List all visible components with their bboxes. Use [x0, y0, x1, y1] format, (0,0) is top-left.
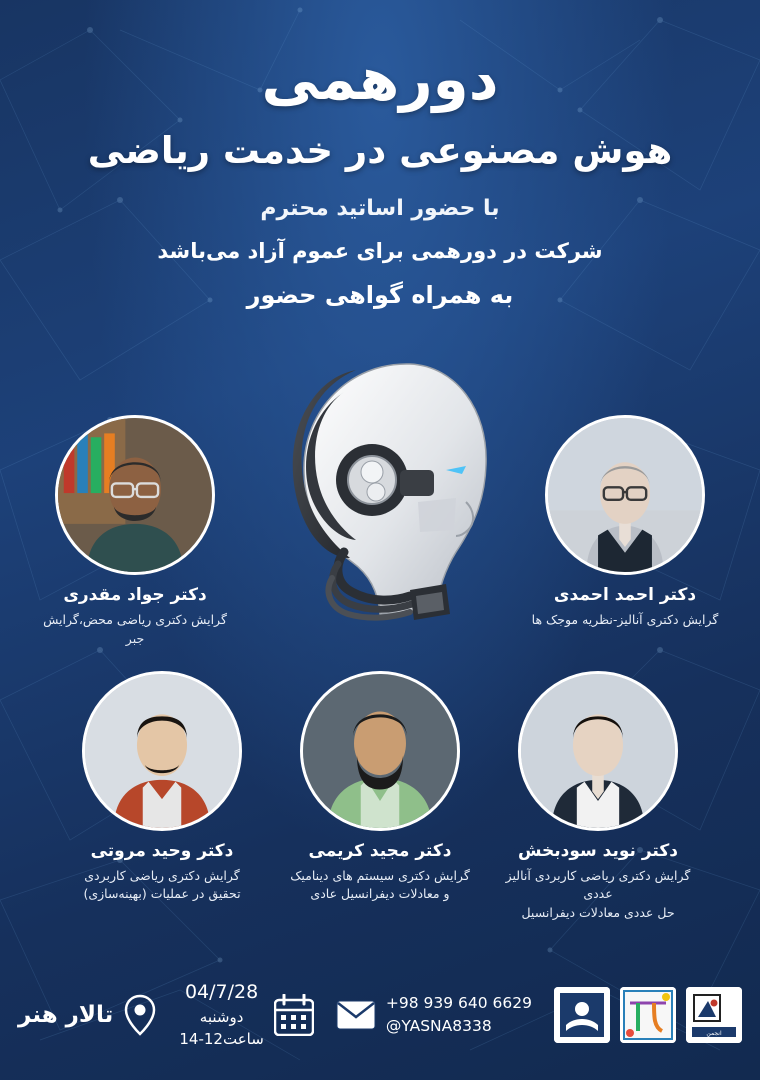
contact-block[interactable]	[336, 992, 532, 1039]
speaker-name: دکتر مجید کریمی	[308, 840, 452, 861]
contact-handle: @YASNA8338	[385, 1017, 492, 1035]
place-block	[18, 994, 157, 1036]
public-access-note: شرکت در دورهمی برای عموم آزاد می‌باشد	[157, 239, 603, 264]
event-time: ساعت12-14	[179, 1029, 264, 1048]
speakers-row-bottom	[0, 671, 760, 923]
venue-label: تالار هنر	[18, 1002, 114, 1028]
speaker-field: گرایش دکتری ریاضی محض،گرایش جبر	[43, 612, 227, 646]
date-block	[179, 979, 313, 1050]
event-weekday: دوشنبه	[199, 1008, 244, 1027]
logo-book-icon	[554, 987, 610, 1043]
speaker-card	[40, 415, 230, 649]
poster-footer	[0, 950, 760, 1080]
page-title: دورهمی	[261, 45, 499, 113]
envelope-icon	[336, 1000, 376, 1030]
logo-group	[554, 987, 742, 1043]
contact-phone: +98 939 640 6629	[385, 993, 532, 1012]
poster-header	[0, 0, 760, 309]
speaker-card	[530, 415, 720, 649]
speaker-name: دکتر وحید مروتی	[90, 840, 234, 861]
speaker-card	[285, 671, 475, 923]
speaker-field: گرایش دکتری سیستم های دینامیک و معادلات دیفرانسیل عادی	[290, 867, 470, 902]
speaker-field: گرایش دکتری آنالیز-نظریه موجک ها	[531, 612, 719, 627]
speaker-name: دکتر جواد مقدری	[63, 585, 207, 605]
calendar-icon	[274, 994, 314, 1036]
speaker-field: گرایش دکتری ریاضی کاربردی تحقیق در عملیات (بهینه‌سازی)	[83, 867, 241, 902]
certificate-note: به همراه گواهی حضور	[246, 281, 514, 310]
avatar	[545, 415, 705, 575]
svg-text:انجمن: انجمن	[706, 1030, 722, 1037]
avatar	[82, 671, 242, 831]
event-date: 04/7/28	[184, 981, 259, 1004]
speaker-name: دکتر نوید سودبخش	[518, 840, 678, 861]
speaker-name: دکتر احمد احمدی	[553, 585, 697, 605]
avatar	[300, 671, 460, 831]
location-pin-icon	[123, 994, 157, 1036]
speaker-card	[503, 671, 693, 923]
speakers-section	[0, 415, 760, 923]
speaker-field: گرایش دکتری ریاضی کاربردی آنالیز عددی حل عددی معادلات دیفرانسیل	[505, 867, 691, 920]
logo-pi-icon	[620, 987, 676, 1043]
page-subtitle: هوش مصنوعی در خدمت ریاضی	[87, 128, 673, 172]
logo-university-icon	[686, 987, 742, 1043]
attendance-note: با حضور اساتید محترم	[260, 196, 500, 222]
avatar	[518, 671, 678, 831]
speaker-card	[67, 671, 257, 923]
speakers-row-top	[0, 415, 760, 649]
avatar	[55, 415, 215, 575]
